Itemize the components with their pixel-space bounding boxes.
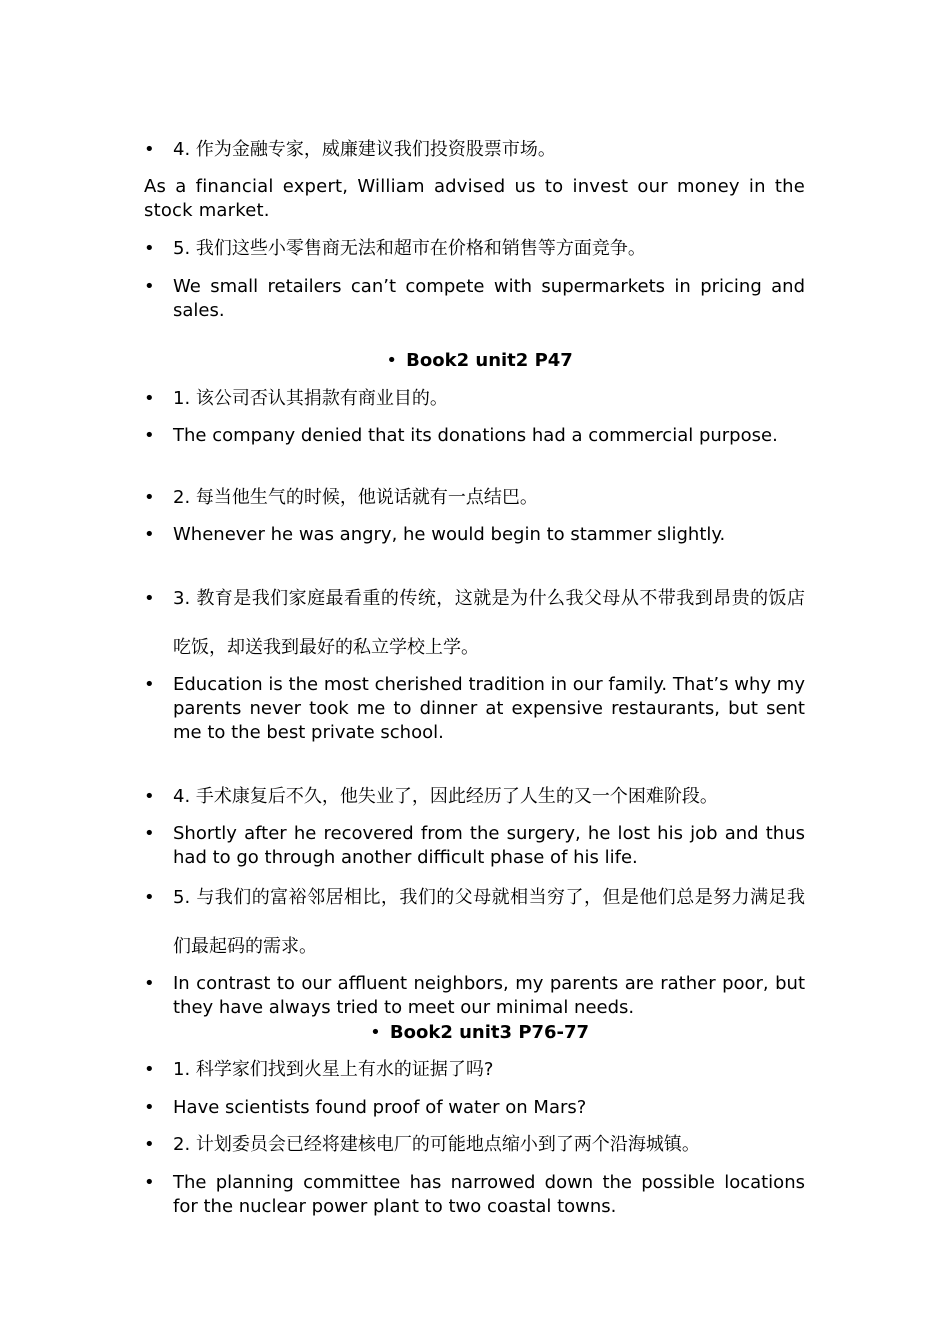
sentence-english: In contrast to our affluent neighbors, my parents are rather poor, but they have always tried to meet our minimal needs.	[173, 973, 805, 1018]
list-item	[144, 387, 805, 411]
bullet: •	[144, 276, 155, 297]
list-item	[144, 785, 805, 809]
section-heading	[0, 1021, 950, 1045]
bullet: •	[144, 238, 155, 259]
sentence-english: The planning committee has narrowed down the possible locations for the nuclear power plant to two coastal towns.	[173, 1172, 805, 1217]
bullet: •	[144, 139, 155, 160]
bullet: •	[144, 487, 155, 508]
sentence-chinese: 4. 作为金融专家，威廉建议我们投资股票市场。	[173, 139, 556, 160]
list-item	[144, 523, 805, 547]
bullet: •	[144, 1097, 155, 1118]
sentence-english: The company denied that its donations had a commercial purpose.	[173, 425, 778, 446]
list-item	[144, 873, 805, 971]
sentence-chinese: 2. 每当他生气的时候，他说话就有一点结巴。	[173, 487, 538, 508]
bullet: •	[144, 823, 155, 844]
bullet: •	[144, 786, 155, 807]
list-item	[144, 138, 805, 162]
list-item	[144, 486, 805, 510]
list-item	[144, 275, 805, 323]
list-item	[144, 424, 805, 448]
sentence-english: Shortly after he recovered from the surgery, he lost his job and thus had to go through another difficult phase of his life.	[173, 823, 805, 868]
sentence-chinese: 4. 手术康复后不久，他失业了，因此经历了人生的又一个困难阶段。	[173, 786, 718, 807]
list-item	[144, 972, 805, 1020]
list-item	[144, 1096, 805, 1120]
list-item	[144, 673, 805, 745]
bullet: •	[370, 1022, 381, 1043]
bullet: •	[144, 588, 155, 609]
bullet: •	[144, 524, 155, 545]
sentence-chinese: 3. 教育是我们家庭最看重的传统，这就是为什么我父母从不带我到昂贵的饭店吃饭，却送我到最好的私立学校上学。	[173, 588, 805, 658]
list-item	[144, 237, 805, 261]
list-item	[144, 574, 805, 672]
bullet: •	[144, 973, 155, 994]
sentence-chinese: 1. 科学家们找到火星上有水的证据了吗?	[173, 1059, 494, 1080]
bullet: •	[144, 425, 155, 446]
list-item	[144, 1171, 805, 1219]
bullet: •	[144, 674, 155, 695]
bullet: •	[144, 1134, 155, 1155]
list-item	[144, 822, 805, 870]
list-item	[144, 1133, 805, 1157]
bullet: •	[386, 350, 397, 371]
heading-text: Book2 unit2 P47	[406, 350, 573, 371]
bullet: •	[144, 388, 155, 409]
heading-text: Book2 unit3 P76-77	[389, 1022, 590, 1043]
sentence-english: Education is the most cherished tradition in our family. That’s why my parents never took me to dinner at expensive restaurants, but sent me to the best private school.	[173, 674, 805, 743]
sentence-english: We small retailers can’t compete with supermarkets in pricing and sales.	[173, 276, 805, 321]
bullet: •	[144, 1172, 155, 1193]
section-heading	[0, 349, 950, 373]
sentence-chinese: 5. 我们这些小零售商无法和超市在价格和销售等方面竞争。	[173, 238, 646, 259]
bullet: •	[144, 887, 155, 908]
sentence-chinese: 5. 与我们的富裕邻居相比，我们的父母就相当穷了，但是他们总是努力满足我们最起码的需求。	[173, 887, 805, 957]
sentence-english: As a financial expert, William advised us to invest our money in the stock market.	[144, 176, 805, 221]
sentence-english: Whenever he was angry, he would begin to stammer slightly.	[173, 524, 726, 545]
sentence-chinese: 2. 计划委员会已经将建核电厂的可能地点缩小到了两个沿海城镇。	[173, 1134, 700, 1155]
sentence-chinese: 1. 该公司否认其捐款有商业目的。	[173, 388, 448, 409]
list-item	[144, 1058, 805, 1082]
sentence-english: Have scientists found proof of water on Mars?	[173, 1097, 587, 1118]
bullet: •	[144, 1059, 155, 1080]
